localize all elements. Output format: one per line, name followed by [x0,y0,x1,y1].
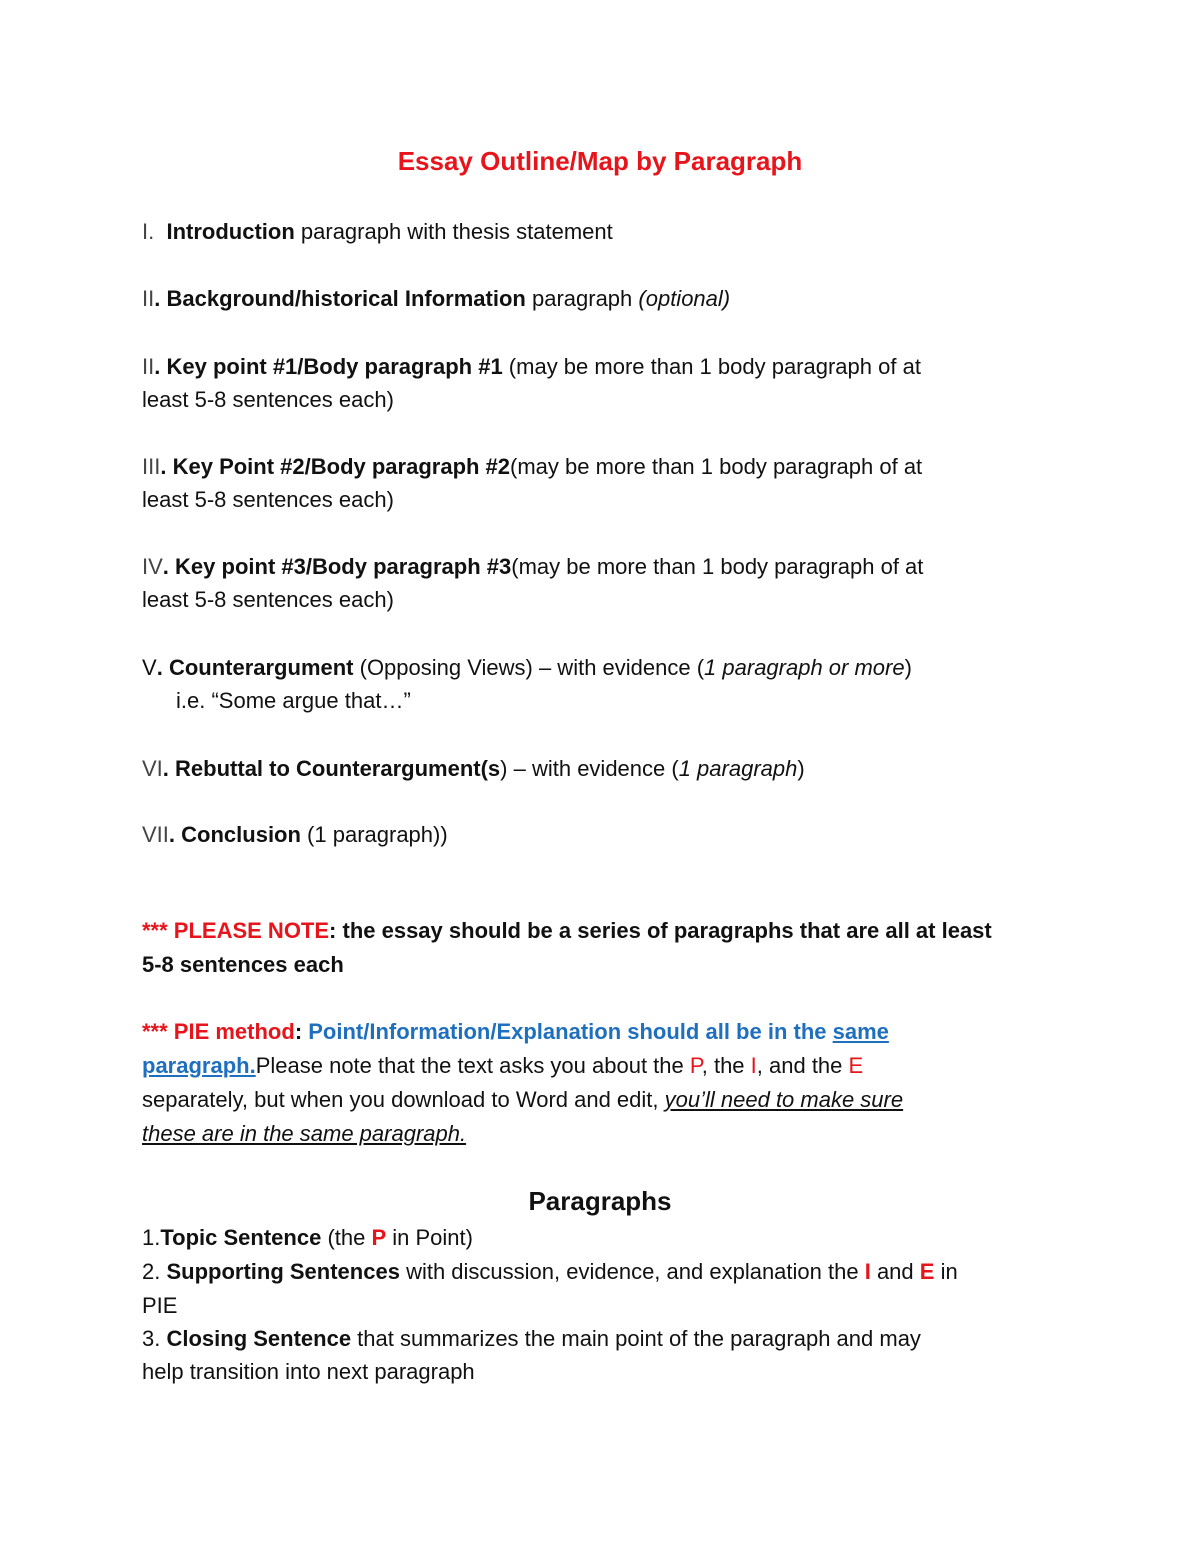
pie-method-note: *** PIE method: Point/Information/Explanation should all be in the same [142,1019,889,1044]
pie-method-note-line2: paragraph.Please note that the text asks you about the P, the I, and the E [142,1053,864,1078]
pie-method-note-line4: these are in the same paragraph. [142,1121,467,1146]
page-title: Essay Outline/Map by Paragraph [397,146,803,176]
paragraphs-heading: Paragraphs [528,1186,672,1216]
paragraph-item-closing-sentence: 3. Closing Sentence that summarizes the main point of the paragraph and may [142,1326,921,1351]
outline-item-key-point-1: II. Key point #1/Body paragraph #1 (may be more than 1 body paragraph of at [142,354,921,379]
pie-method-note-line3: separately, but when you download to Word and edit, you’ll need to make sure [142,1087,904,1112]
outline-item-counterargument: V. Counterargument (Opposing Views) – with evidence (1 paragraph or more) [142,655,912,680]
please-note: *** PLEASE NOTE: the essay should be a series of paragraphs that are all at least [142,918,992,943]
paragraph-item-closing-sentence-cont: help transition into next paragraph [142,1359,475,1384]
outline-item-key-point-1-cont: least 5-8 sentences each) [142,387,394,412]
outline-item-counterargument-example: i.e. “Some argue that…” [176,688,411,713]
outline-item-background: II. Background/historical Information paragraph (optional) [142,286,731,311]
outline-item-key-point-2: III. Key Point #2/Body paragraph #2(may be more than 1 body paragraph of at [142,454,923,479]
outline-item-rebuttal: VI. Rebuttal to Counterargument(s) – with evidence (1 paragraph) [142,756,805,781]
paragraph-item-supporting-sentences-cont: PIE [142,1293,178,1318]
please-note-cont: 5-8 sentences each [142,952,344,977]
outline-item-conclusion: VII. Conclusion (1 paragraph)) [142,822,448,847]
outline-item-key-point-2-cont: least 5-8 sentences each) [142,487,394,512]
outline-item-introduction: I. Introduction paragraph with thesis statement [142,219,613,244]
outline-item-key-point-3-cont: least 5-8 sentences each) [142,587,394,612]
paragraph-item-topic-sentence: 1.Topic Sentence (the P in Point) [142,1225,473,1250]
paragraph-item-supporting-sentences: 2. Supporting Sentences with discussion, evidence, and explanation the I and E in [142,1259,958,1284]
outline-item-key-point-3: IV. Key point #3/Body paragraph #3(may be more than 1 body paragraph of at [142,554,924,579]
